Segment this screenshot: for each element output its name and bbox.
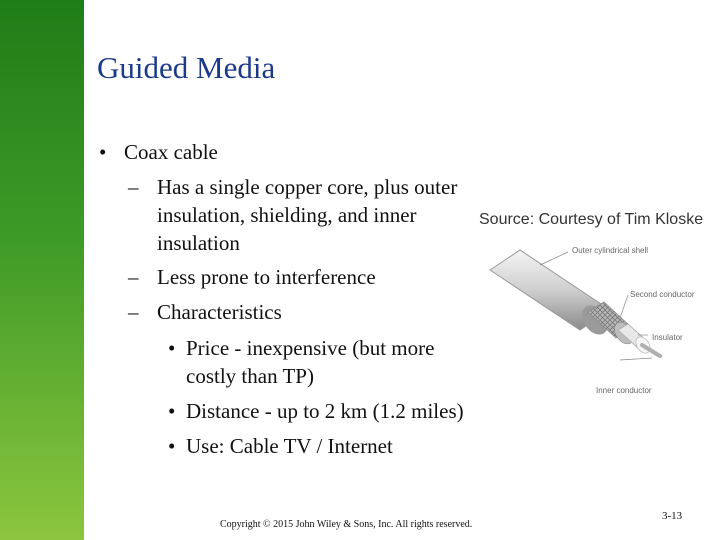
coax-cable-figure: [470, 230, 720, 400]
bullet-coax-cable: Coax cable: [124, 140, 218, 164]
bullet-dot: •: [168, 399, 176, 423]
char-use: Use: Cable TV / Internet: [186, 434, 393, 458]
sub-bullet-interference: Less prone to interference: [157, 265, 376, 289]
sub-bullet-core-line1: Has a single copper core, plus outer: [157, 175, 458, 199]
char-price-line2: costly than TP): [186, 364, 314, 388]
sub-bullet-core-line3: insulation: [157, 231, 240, 255]
label-outer-shell: Outer cylindrical shell: [572, 246, 649, 255]
page-number: 3-13: [662, 510, 683, 522]
char-distance: Distance - up to 2 km (1.2 miles): [186, 399, 464, 423]
outer-shell: [490, 250, 613, 339]
bullet-dot: •: [168, 336, 176, 360]
sub-bullet-characteristics: Characteristics: [157, 300, 282, 324]
sub-bullet-core-line2: insulation, shielding, and inner: [157, 203, 417, 227]
copyright-footer: Copyright © 2015 John Wiley & Sons, Inc. All rights reserved.: [220, 519, 473, 530]
dash-marker: –: [128, 300, 139, 324]
slide-title: Guided Media: [97, 50, 276, 85]
label-insulator: Insulator: [652, 333, 683, 342]
coax-cable-illustration: [470, 230, 720, 400]
label-inner-conductor: Inner conductor: [596, 386, 652, 395]
bullet-dot: •: [168, 434, 176, 458]
bullet-dot: •: [99, 140, 107, 164]
dash-marker: –: [128, 175, 139, 199]
image-source-credit: Source: Courtesy of Tim Kloske: [479, 211, 704, 228]
char-price-line1: Price - inexpensive (but more: [186, 336, 435, 360]
dash-marker: –: [128, 265, 139, 289]
label-second-conductor: Second conductor: [630, 290, 695, 299]
